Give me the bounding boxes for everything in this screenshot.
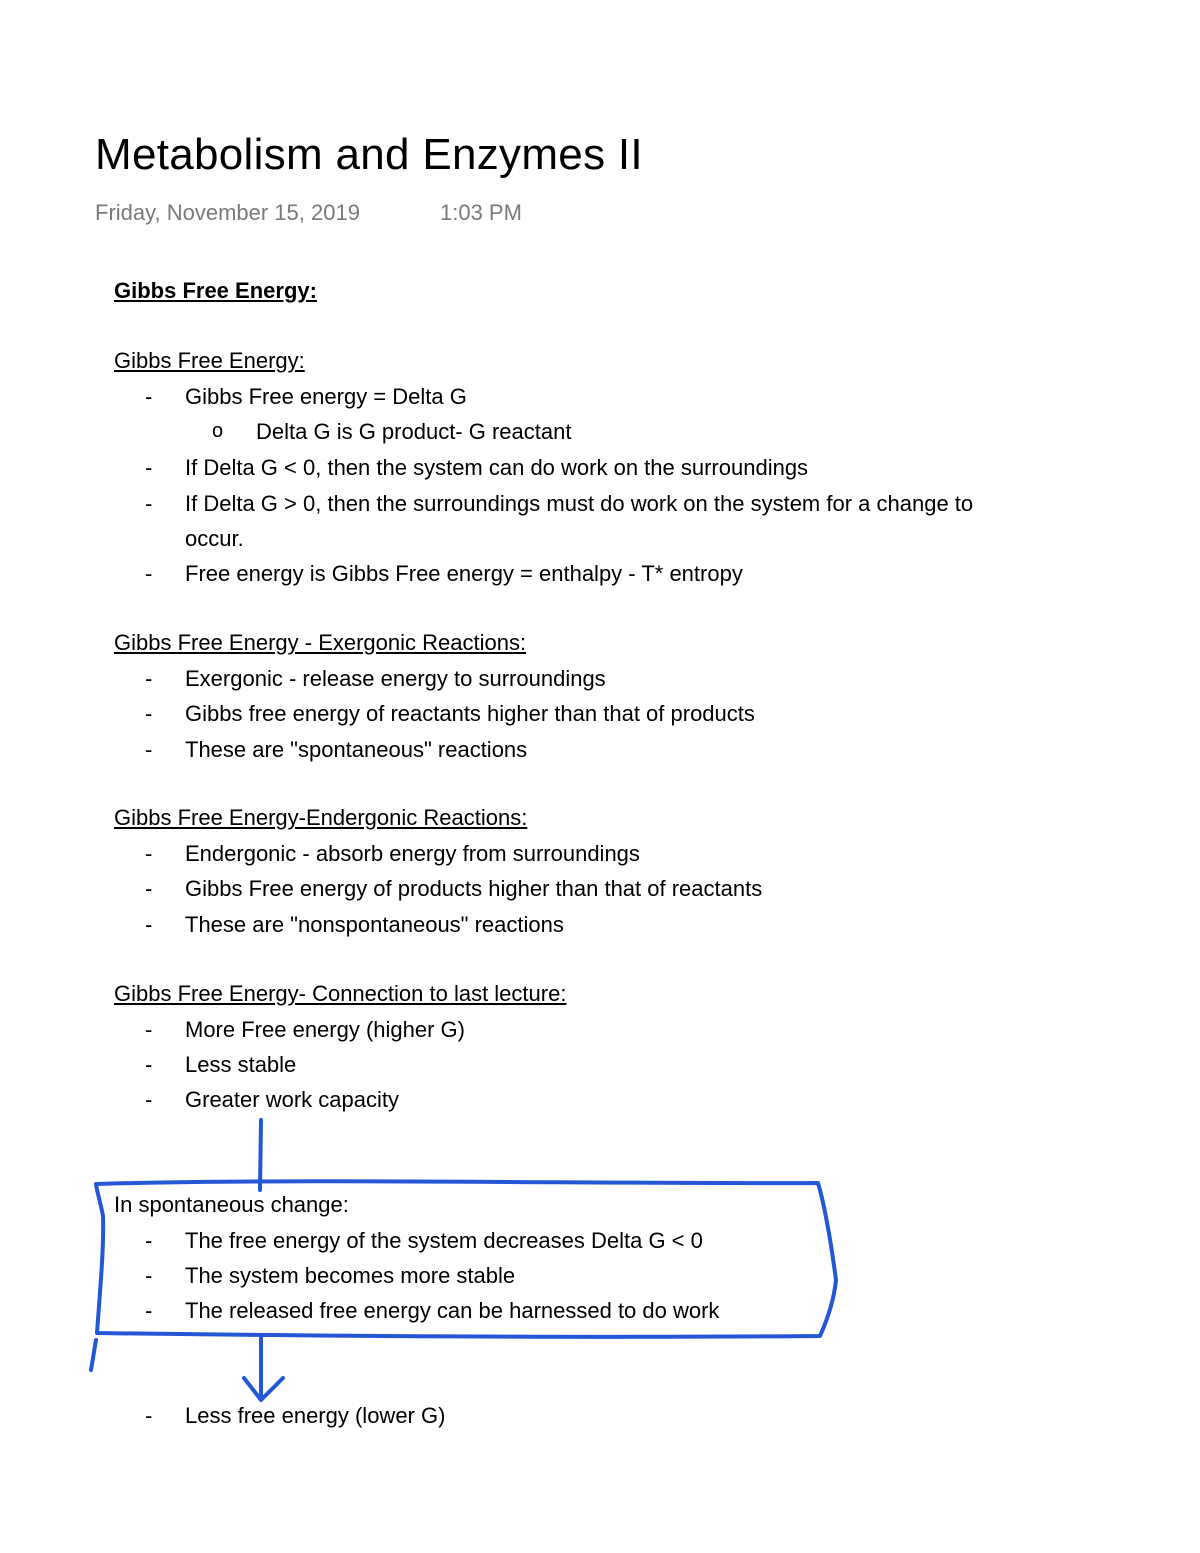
list-item: The released free energy can be harnessed to do work bbox=[185, 1298, 720, 1323]
list-item: Delta G is G product- G reactant bbox=[256, 419, 572, 444]
ink-box-outline bbox=[96, 1181, 836, 1337]
bullet-marker: - bbox=[145, 701, 153, 726]
bullet-marker: - bbox=[145, 666, 153, 691]
bullet-marker: - bbox=[145, 384, 153, 409]
section-heading-gibbs: Gibbs Free Energy: bbox=[114, 348, 305, 373]
bullet-marker: - bbox=[145, 1403, 153, 1428]
sub-bullet-marker: o bbox=[212, 420, 224, 442]
bullet-marker: - bbox=[145, 876, 153, 901]
list-item: Greater work capacity bbox=[185, 1087, 399, 1112]
bullet-marker: - bbox=[145, 912, 153, 937]
list-item: Endergonic - absorb energy from surroundings bbox=[185, 841, 640, 866]
down-arrow-icon bbox=[244, 1338, 283, 1400]
bullet-marker: - bbox=[145, 561, 153, 586]
list-item-continuation: occur. bbox=[185, 526, 244, 551]
bullet-marker: - bbox=[145, 737, 153, 762]
list-item: These are "nonspontaneous" reactions bbox=[185, 912, 564, 937]
bullet-marker: - bbox=[145, 455, 153, 480]
bullet-marker: - bbox=[145, 1263, 153, 1288]
list-item: Exergonic - release energy to surroundings bbox=[185, 666, 606, 691]
list-item: More Free energy (higher G) bbox=[185, 1017, 465, 1042]
page-title: Metabolism and Enzymes II bbox=[95, 130, 643, 179]
list-item: Less stable bbox=[185, 1052, 297, 1077]
spontaneous-heading: In spontaneous change: bbox=[114, 1192, 349, 1217]
list-item: If Delta G < 0, then the system can do work on the surroundings bbox=[185, 455, 809, 480]
bullet-marker: - bbox=[145, 491, 153, 516]
ink-mark bbox=[91, 1340, 96, 1370]
page-date: Friday, November 15, 2019 bbox=[95, 200, 360, 225]
list-item: The system becomes more stable bbox=[185, 1263, 516, 1288]
bullet-marker: - bbox=[145, 841, 153, 866]
bullet-marker: - bbox=[145, 1052, 153, 1077]
list-item: The free energy of the system decreases Delta G < 0 bbox=[185, 1228, 703, 1253]
section-heading-exergonic: Gibbs Free Energy - Exergonic Reactions: bbox=[114, 630, 527, 655]
bullet-marker: - bbox=[145, 1298, 153, 1323]
list-item: Less free energy (lower G) bbox=[185, 1403, 446, 1428]
main-heading: Gibbs Free Energy: bbox=[114, 278, 317, 303]
bullet-marker: - bbox=[145, 1228, 153, 1253]
section-heading-connection: Gibbs Free Energy- Connection to last lecture: bbox=[114, 981, 567, 1006]
list-item: Gibbs Free energy = Delta G bbox=[185, 384, 467, 409]
section-heading-endergonic: Gibbs Free Energy-Endergonic Reactions: bbox=[114, 805, 528, 830]
list-item: Gibbs Free energy of products higher than that of reactants bbox=[185, 876, 763, 901]
list-item: If Delta G > 0, then the surroundings must do work on the system for a change to bbox=[185, 491, 974, 516]
bullet-marker: - bbox=[145, 1087, 153, 1112]
list-item: These are "spontaneous" reactions bbox=[185, 737, 528, 762]
page-time: 1:03 PM bbox=[440, 200, 522, 225]
list-item: Free energy is Gibbs Free energy = enthalpy - T* entropy bbox=[185, 561, 743, 586]
bullet-marker: - bbox=[145, 1017, 153, 1042]
list-item: Gibbs free energy of reactants higher than that of products bbox=[185, 701, 755, 726]
